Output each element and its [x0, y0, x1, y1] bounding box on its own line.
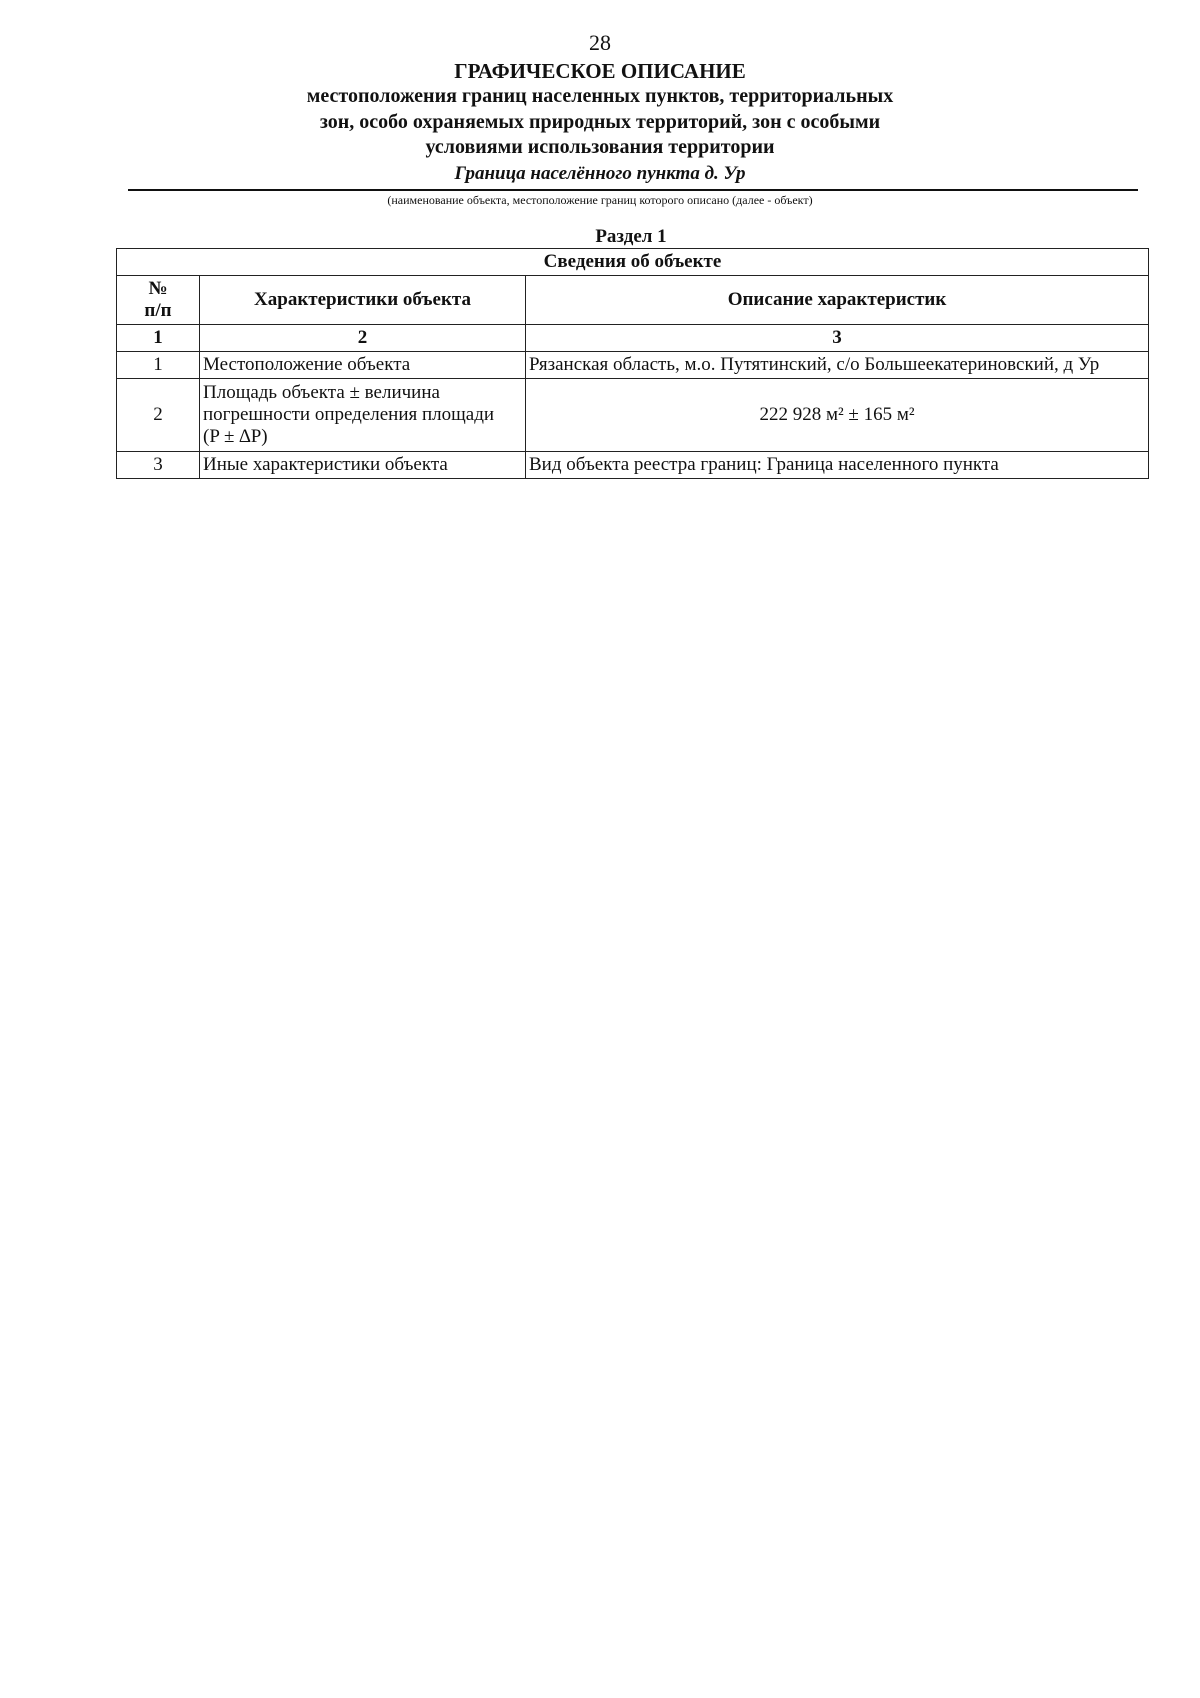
characteristic-name-line-1: Площадь объекта ± величина — [203, 382, 440, 403]
column-header-desc: Описание характеристик — [526, 276, 1149, 325]
table-row — [117, 352, 1149, 379]
document-title: ГРАФИЧЕСКОЕ ОПИСАНИЕ — [454, 59, 746, 83]
row-number: 2 — [117, 379, 200, 452]
characteristic-name: Местоположение объекта — [200, 352, 526, 379]
document-subtitle-line-2: зон, особо охраняемых природных территорий, зон с особыми — [319, 110, 881, 133]
object-info-table — [116, 248, 1149, 479]
column-header-name: Характеристики объекта — [200, 276, 526, 325]
column-number-1: 1 — [117, 325, 200, 352]
row-number: 1 — [117, 352, 200, 379]
column-header-no — [117, 276, 200, 325]
object-name-caption: (наименование объекта, местоположение границ которого описано (далее - объект) — [387, 193, 813, 207]
characteristic-description: Рязанская область, м.о. Путятинский, с/о Большеекатериновский, д Ур — [526, 352, 1149, 379]
characteristic-description: Вид объекта реестра границ: Граница населенного пункта — [526, 452, 1149, 479]
page-number: 28 — [589, 30, 611, 55]
table-caption-row — [117, 249, 1149, 276]
column-number-3: 3 — [526, 325, 1149, 352]
title-block — [0, 58, 1200, 186]
characteristic-description: 222 928 м² ± 165 м² — [526, 379, 1149, 452]
document-subtitle-line-3: условиями использования территории — [425, 136, 775, 158]
column-header-no-line-2: п/п — [144, 300, 172, 321]
characteristic-name — [200, 379, 526, 452]
object-name: Граница населённого пункта д. Ур — [454, 162, 746, 184]
characteristic-name-line-3: (P ± ∆P) — [203, 426, 268, 447]
table-row — [117, 379, 1149, 452]
row-number: 3 — [117, 452, 200, 479]
column-header-no-line-1: № — [148, 278, 168, 299]
table-caption: Сведения об объекте — [117, 249, 1149, 276]
object-name-underline — [128, 189, 1138, 191]
column-number-2: 2 — [200, 325, 526, 352]
characteristic-name-line-2: погрешности определения площади — [203, 404, 495, 425]
characteristic-name: Иные характеристики объекта — [200, 452, 526, 479]
section-title: Раздел 1 — [595, 226, 667, 247]
table-header-row — [117, 276, 1149, 325]
document-subtitle-line-1: местоположения границ населенных пунктов, территориальных — [306, 85, 894, 107]
table-row — [117, 452, 1149, 479]
column-number-row — [117, 325, 1149, 352]
